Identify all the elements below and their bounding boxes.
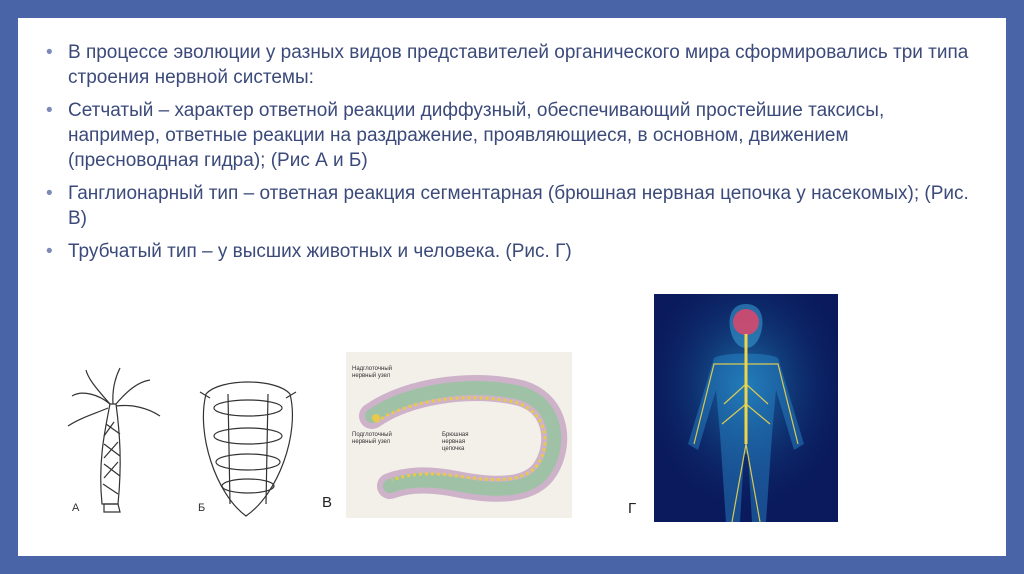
upper-ganglion-label: Надглоточный нервный узел <box>352 366 392 379</box>
human-nervous-system-figure <box>654 294 838 522</box>
figure-g-label: Г <box>628 500 637 517</box>
ventral-chain-label: Брюшная нервная цепочка <box>442 432 469 452</box>
bullet-item: • Сетчатый – характер ответной реакции диффузный, обеспечивающий простейшие таксисы, например, ответные реакции на раздражение, проявляющиеся, в основном, движением (пресноводная гидра); (Рис А и Б) <box>46 100 885 171</box>
bullet-dot-icon: • <box>46 183 53 204</box>
hydra-drawing <box>58 364 168 524</box>
slide <box>18 18 1006 556</box>
human-silhouette-drawing <box>654 294 838 522</box>
bullet-list <box>46 40 976 272</box>
bullet-dot-icon: • <box>46 100 53 121</box>
bullet-dot-icon: • <box>46 241 53 262</box>
bullet-item: • Трубчатый тип – у высших животных и человека. (Рис. Г) <box>46 241 572 262</box>
figure-a-label: А <box>72 502 80 514</box>
figure-b-label: Б <box>198 502 206 514</box>
bullet-dot-icon: • <box>46 42 53 63</box>
nerve-net-drawing <box>186 364 316 524</box>
worm-nervous-system-figure <box>346 352 572 518</box>
lower-ganglion-label: Подглоточный нервный узел <box>352 432 392 445</box>
bullet-item: • Ганглионарный тип – ответная реакция сегментарная (брюшная нервная цепочка у насекомых); (Рис. В) <box>46 183 969 229</box>
bullet-item: • В процессе эволюции у разных видов представителей органического мира сформировались три типа строения нервной системы: <box>46 42 969 88</box>
figure-v-label: В <box>322 494 333 511</box>
